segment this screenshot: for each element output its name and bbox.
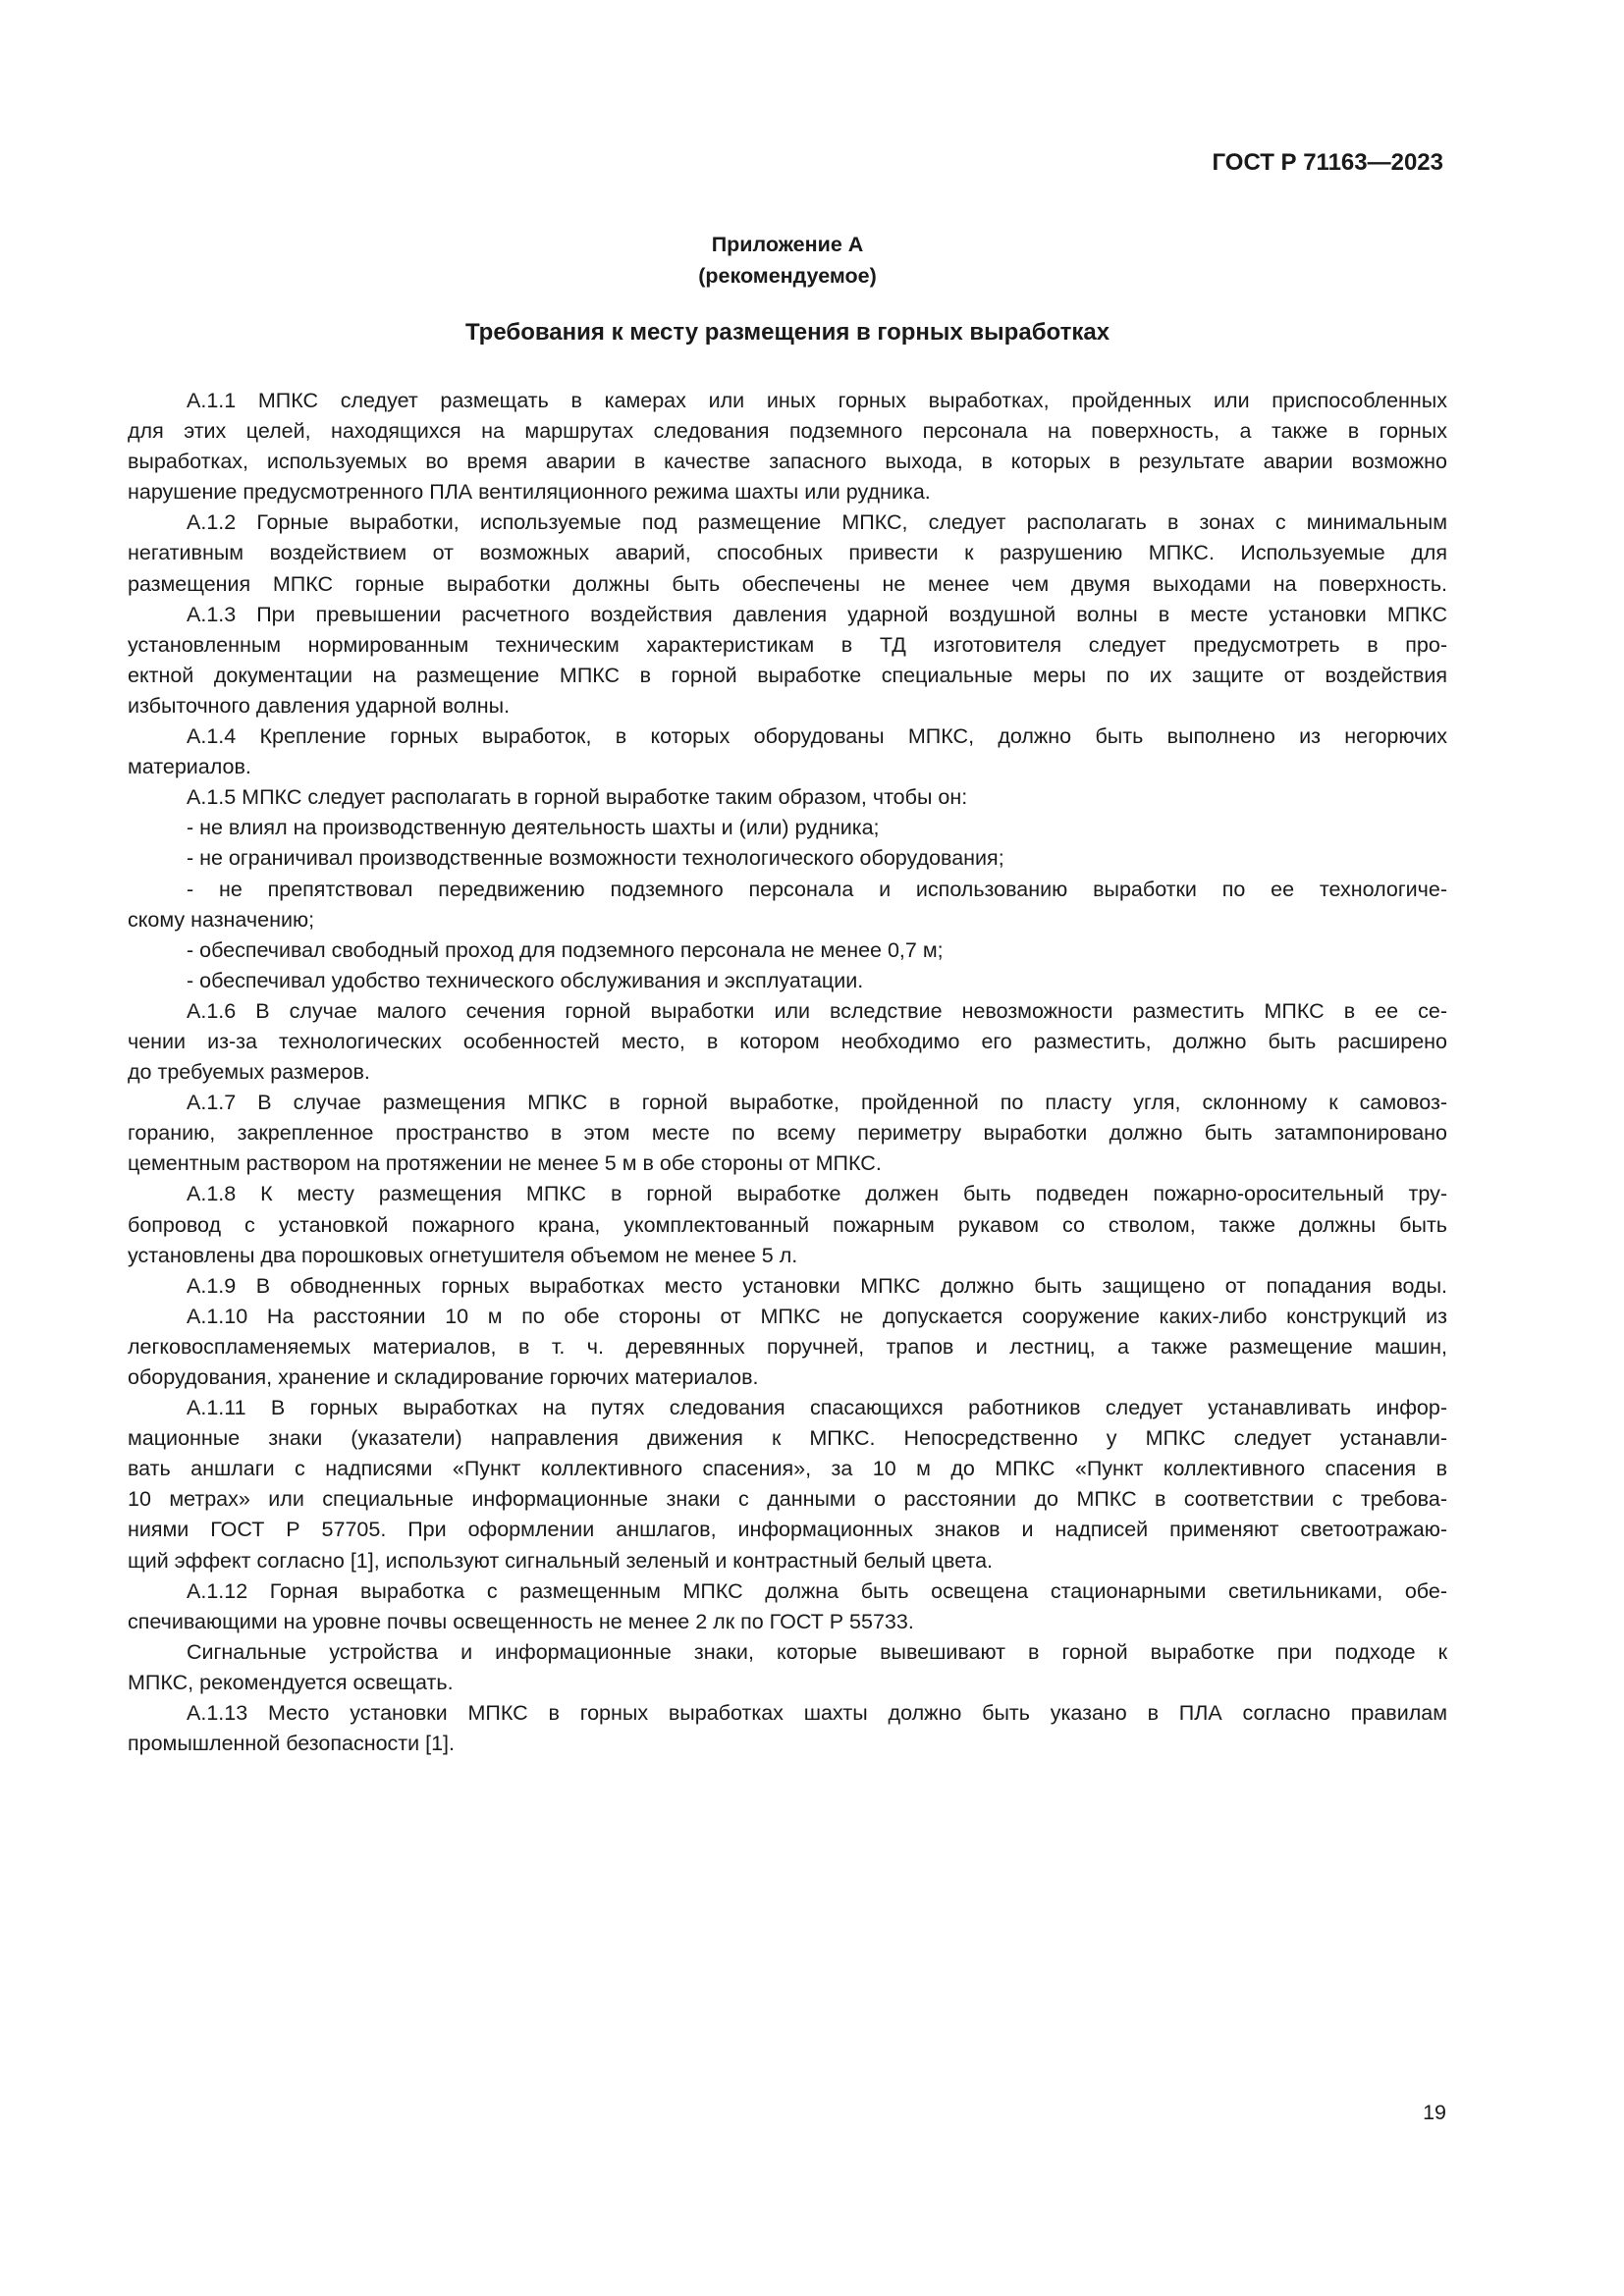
list-item: - не ограничивал производственные возможности технологического оборудования; xyxy=(187,846,1004,871)
text-line: А.1.10 На расстоянии 10 м по обе стороны от МПКС не допускается сооружение каких-либо конструкций из xyxy=(187,1304,1447,1328)
text-line: вать аншлаги с надписями «Пункт коллективного спасения», за 10 м до МПКС «Пункт коллективного спасения в xyxy=(128,1457,1447,1481)
list-item: - не влиял на производственную деятельность шахты и (или) рудника; xyxy=(187,816,880,840)
annex-heading xyxy=(0,229,1575,292)
list-item: - не препятствовал передвижению подземного персонала и использованию выработки по ее технологиче- xyxy=(187,877,1447,901)
text-line: избыточного давления ударной волны. xyxy=(128,693,511,718)
text-line: МПКС, рекомендуется освещать. xyxy=(128,1670,454,1694)
text-line: размещения МПКС горные выработки должны быть обеспечены не менее чем двумя выходами на поверхность. xyxy=(128,571,1447,596)
annex-status: (рекомендуемое) xyxy=(698,264,877,288)
text-line: установленным нормированным техническим характеристикам в ТД изготовителя следует предусмотреть в про- xyxy=(128,632,1447,657)
text-line: А.1.12 Горная выработка с размещенным МПКС должна быть освещена стационарными светильниками, обе- xyxy=(187,1578,1447,1603)
text-line: промышленной безопасности [1]. xyxy=(128,1732,455,1756)
list-item: - обеспечивал удобство технического обслуживания и эксплуатации. xyxy=(187,968,864,992)
text-line: бопровод с установкой пожарного крана, укомплектованный пожарным рукавом со стволом, также должны быть xyxy=(128,1212,1447,1237)
text-line: А.1.8 К месту размещения МПКС в горной выработке должен быть подведен пожарно-оросительный тру- xyxy=(187,1182,1447,1206)
text-line: А.1.6 В случае малого сечения горной выработки или вследствие невозможности разместить МПКС в ее се- xyxy=(187,998,1447,1023)
text-line: А.1.9 В обводненных горных выработках место установки МПКС должно быть защищено от попадания воды. xyxy=(187,1273,1447,1298)
document-code: ГОСТ Р 71163—2023 xyxy=(1212,149,1443,176)
text-line: А.1.7 В случае размещения МПКС в горной выработке, пройденной по пласту угля, склонному к самовоз- xyxy=(187,1091,1447,1115)
text-line: А.1.11 В горных выработках на путях следования спасающихся работников следует устанавливать инфор- xyxy=(187,1396,1447,1420)
text-line: материалов. xyxy=(128,755,251,779)
text-line: мационные знаки (указатели) направления движения к МПКС. Непосредственно у МПКС следует устанавли- xyxy=(128,1426,1447,1451)
text-line: до требуемых размеров. xyxy=(128,1060,370,1085)
text-line: ектной документации на размещение МПКС в горной выработке специальные меры по их защите от воздействия xyxy=(128,663,1447,687)
list-item: - обеспечивал свободный проход для подземного персонала не менее 0,7 м; xyxy=(187,937,944,962)
text-line: ниями ГОСТ Р 57705. При оформлении аншлагов, информационных знаков и надписей применяют светоотражаю- xyxy=(128,1518,1447,1542)
text-line: спечивающими на уровне почвы освещенность не менее 2 лк по ГОСТ Р 55733. xyxy=(128,1609,914,1633)
text-line: Сигнальные устройства и информационные знаки, которые вывешивают в горной выработке при подходе к xyxy=(187,1639,1447,1664)
annex-label: Приложение А xyxy=(711,233,864,256)
text-line: А.1.1 МПКС следует размещать в камерах или иных горных выработках, пройденных или приспособленных xyxy=(187,389,1447,412)
text-line: скому назначению; xyxy=(128,907,315,932)
text-line: щий эффект согласно [1], используют сигнальный зеленый и контрастный белый цвета. xyxy=(128,1548,994,1573)
text-line: легковоспламеняемых материалов, в т. ч. деревянных поручней, трапов и лестниц, а также размещение машин, xyxy=(128,1334,1447,1359)
text-line: 10 метрах» или специальные информационные знаки с данными о расстоянии до МПКС в соответствии с требова- xyxy=(128,1487,1447,1512)
text-line: цементным раствором на протяжении не менее 5 м в обе стороны от МПКС. xyxy=(128,1151,882,1176)
text-line: горанию, закрепленное пространство в этом месте по всему периметру выработки должно быть затампонировано xyxy=(128,1121,1447,1146)
text-line: нарушение предусмотренного ПЛА вентиляционного режима шахты или рудника. xyxy=(128,480,931,505)
text-line: А.1.13 Место установки МПКС в горных выработках шахты должно быть указано в ПЛА согласно правилам xyxy=(187,1701,1447,1726)
text-line: выработках, используемых во время аварии в качестве запасного выхода, в которых в результате аварии возможно xyxy=(128,450,1447,474)
annex-title: Требования к месту размещения в горных выработках xyxy=(464,319,1110,346)
text-line: для этих целей, находящихся на маршрутах следования подземного персонала на поверхность, а также в горных xyxy=(128,419,1447,444)
text-line: негативным воздействием от возможных аварий, способных привести к разрушению МПКС. Используемые для xyxy=(128,541,1447,565)
text-line: оборудования, хранение и складирование горючих материалов. xyxy=(128,1365,759,1389)
text-line: А.1.5 МПКС следует располагать в горной выработке таким образом, чтобы он: xyxy=(187,785,968,810)
text-line: чении из-за технологических особенностей место, в котором необходимо его разместить, должно быть расширено xyxy=(128,1029,1447,1053)
page-number: 19 xyxy=(1423,2101,1446,2124)
text-line: А.1.4 Крепление горных выработок, в которых оборудованы МПКС, должно быть выполнено из негорючих xyxy=(187,724,1447,749)
text-line: А.1.2 Горные выработки, используемые под размещение МПКС, следует располагать в зонах с минимальным xyxy=(187,510,1447,535)
document-body xyxy=(128,386,1447,1759)
text-line: А.1.3 При превышении расчетного воздействия давления ударной воздушной волны в месте установки МПКС xyxy=(187,602,1447,626)
text-line: установлены два порошковых огнетушителя объемом не менее 5 л. xyxy=(128,1243,798,1267)
